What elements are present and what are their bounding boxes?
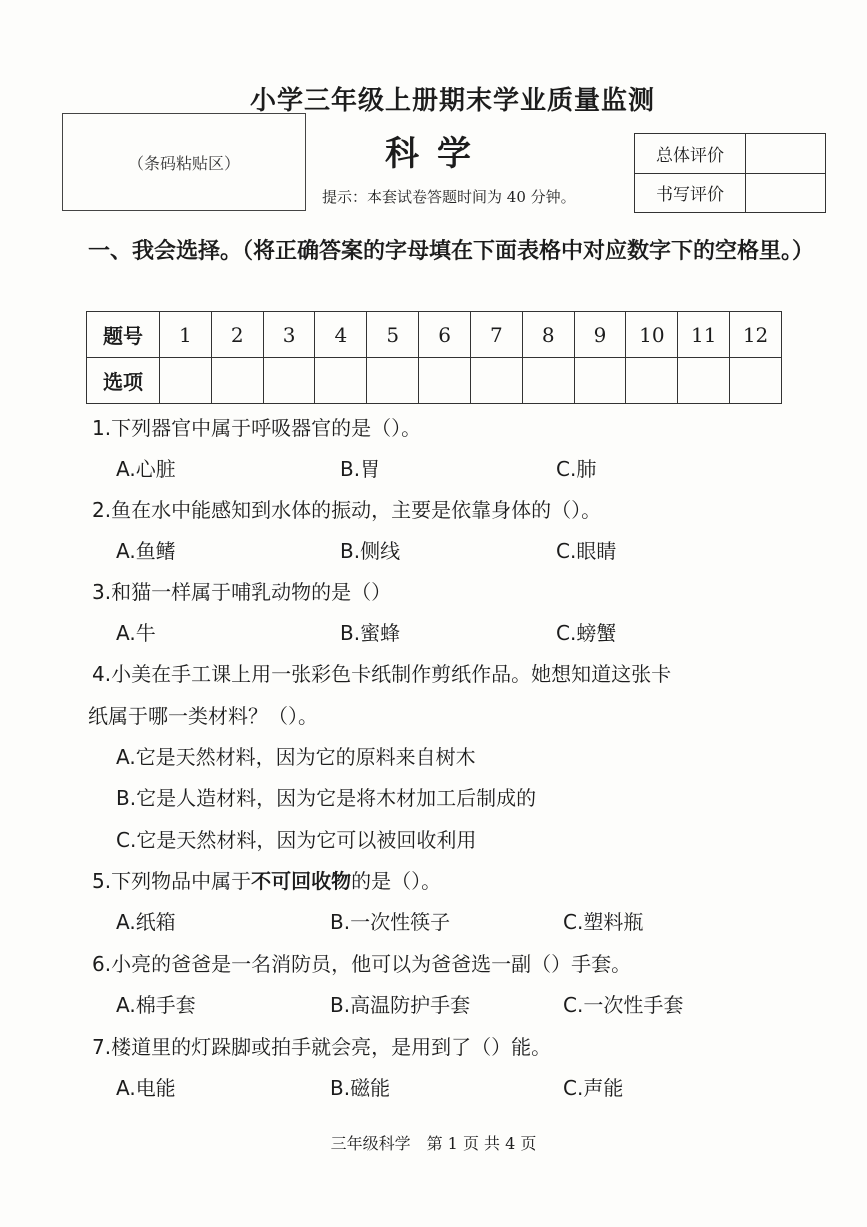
question-1: 1.下列器官中属于呼吸器官的是（）。	[92, 416, 422, 440]
number-cell: 2	[211, 312, 263, 358]
question-5-text-pre: 5.下列物品中属于	[92, 869, 252, 893]
time-hint: 提示：本套试卷答题时间为 40 分钟。	[322, 188, 576, 206]
answer-table	[86, 311, 782, 404]
question-6-option-a: A.棉手套	[116, 993, 196, 1017]
question-6-option-b: B.高温防护手套	[330, 993, 471, 1017]
question-3-option-b: B.蜜蜂	[340, 621, 401, 645]
question-5	[92, 865, 441, 894]
question-2-option-b: B.侧线	[340, 539, 401, 563]
barcode-area	[62, 113, 306, 211]
question-1-option-a: A.心脏	[116, 457, 176, 481]
answer-cell[interactable]	[211, 358, 263, 404]
answer-cell[interactable]	[263, 358, 315, 404]
evaluation-table	[634, 133, 826, 213]
question-4-line-1: 4.小美在手工课上用一张彩色卡纸制作剪纸作品。她想知道这张卡	[92, 662, 672, 686]
question-2-option-c: C.眼睛	[556, 539, 617, 563]
answer-cell[interactable]	[315, 358, 367, 404]
answer-cell[interactable]	[470, 358, 522, 404]
answer-table-option-row	[87, 358, 782, 404]
answer-cell[interactable]	[419, 358, 471, 404]
page-footer: 三年级科学 第 1 页 共 4 页	[330, 1134, 537, 1153]
writing-eval-cell[interactable]	[746, 173, 826, 213]
question-7-option-c: C.声能	[563, 1076, 624, 1100]
question-3-option-c: C.螃蟹	[556, 621, 617, 645]
question-1-option-b: B.胃	[340, 457, 381, 481]
number-cell: 6	[419, 312, 471, 358]
number-cell: 5	[367, 312, 419, 358]
question-4-option-c: C.它是天然材料，因为它可以被回收利用	[116, 828, 477, 852]
question-3: 3.和猫一样属于哺乳动物的是（）	[92, 580, 392, 604]
answer-cell[interactable]	[678, 358, 730, 404]
number-cell: 8	[522, 312, 574, 358]
number-cell: 3	[263, 312, 315, 358]
number-cell: 11	[678, 312, 730, 358]
number-cell: 4	[315, 312, 367, 358]
answer-cell[interactable]	[626, 358, 678, 404]
question-1-option-c: C.肺	[556, 457, 597, 481]
row-label-number: 题号	[87, 312, 160, 358]
question-7-option-b: B.磁能	[330, 1076, 391, 1100]
question-3-option-a: A.牛	[116, 621, 156, 645]
question-7-option-a: A.电能	[116, 1076, 176, 1100]
section-heading: 一、我会选择。（将正确答案的字母填在下面表格中对应数字下的空格里。）	[88, 239, 815, 264]
overall-eval-cell[interactable]	[746, 134, 826, 174]
answer-cell[interactable]	[730, 358, 782, 404]
writing-eval-label: 书写评价	[635, 173, 746, 213]
answer-cell[interactable]	[522, 358, 574, 404]
question-4-option-a: A.它是天然材料，因为它的原料来自树木	[116, 745, 476, 769]
number-cell: 10	[626, 312, 678, 358]
overall-eval-label: 总体评价	[635, 134, 746, 174]
number-cell: 7	[470, 312, 522, 358]
number-cell: 1	[160, 312, 212, 358]
question-5-option-c: C.塑料瓶	[563, 910, 644, 934]
answer-table-number-row	[87, 312, 782, 358]
question-5-text-post: 的是（）。	[351, 869, 442, 893]
row-label-option: 选项	[87, 358, 160, 404]
question-5-emphasis: 不可回收物	[251, 869, 352, 893]
answer-cell[interactable]	[367, 358, 419, 404]
number-cell: 9	[574, 312, 626, 358]
question-2-option-a: A.鱼鳍	[116, 539, 176, 563]
question-5-option-a: A.纸箱	[116, 910, 176, 934]
question-7: 7.楼道里的灯跺脚或拍手就会亮，是用到了（）能。	[92, 1035, 552, 1059]
question-2: 2.鱼在水中能感知到水体的振动，主要是依靠身体的（）。	[92, 498, 602, 522]
question-5-option-b: B.一次性筷子	[330, 910, 451, 934]
question-4-option-b: B.它是人造材料，因为它是将木材加工后制成的	[116, 786, 537, 810]
answer-cell[interactable]	[160, 358, 212, 404]
exam-title: 小学三年级上册期末学业质量监测	[250, 86, 656, 116]
question-6-option-c: C.一次性手套	[563, 993, 684, 1017]
barcode-label: （条码粘贴区）	[127, 153, 240, 173]
answer-cell[interactable]	[574, 358, 626, 404]
number-cell: 12	[730, 312, 782, 358]
question-6: 6.小亮的爸爸是一名消防员，他可以为爸爸选一副（）手套。	[92, 952, 632, 976]
subject-title: 科学	[385, 134, 489, 174]
question-4-line-2: 纸属于哪一类材料？（）。	[88, 704, 318, 728]
